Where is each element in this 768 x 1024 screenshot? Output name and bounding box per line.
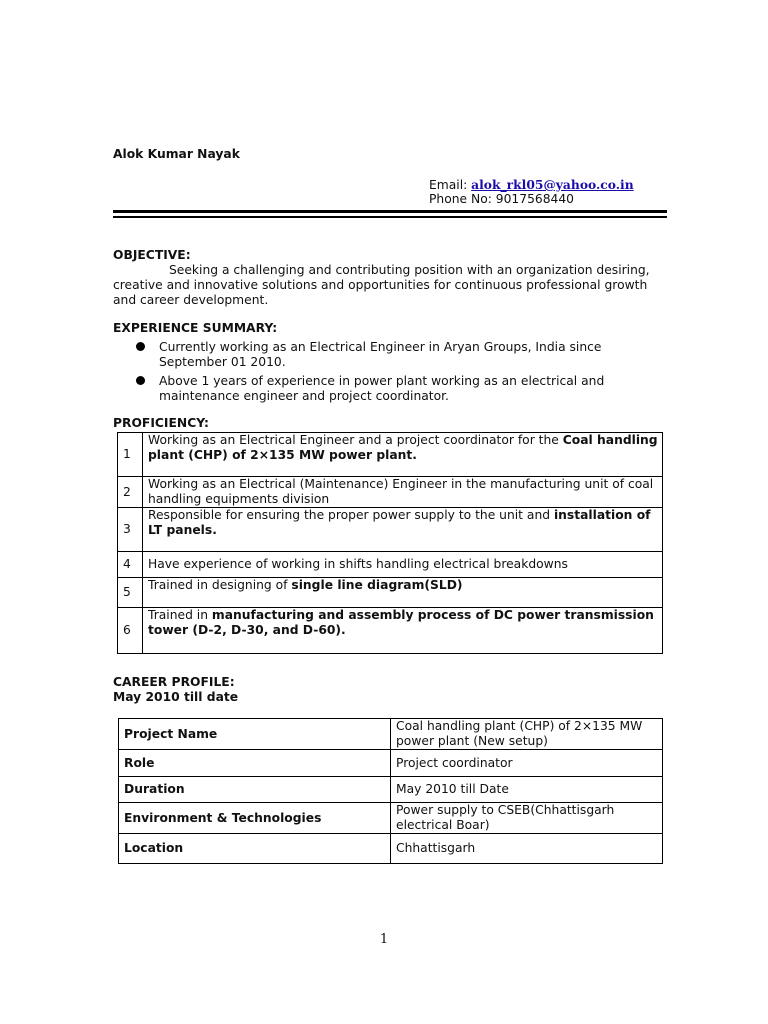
table-row bbox=[118, 608, 663, 654]
row-text bbox=[143, 578, 663, 608]
table-row bbox=[119, 719, 663, 750]
list-item bbox=[113, 374, 653, 404]
row-bold: installation of LT panels. bbox=[148, 508, 651, 537]
career-key: Duration bbox=[119, 777, 391, 803]
header-rule-thin bbox=[113, 216, 667, 218]
page-number: 1 bbox=[379, 932, 389, 947]
career-heading: CAREER PROFILE: bbox=[113, 675, 235, 689]
table-row bbox=[118, 477, 663, 508]
experience-heading: EXPERIENCE SUMMARY: bbox=[113, 321, 278, 335]
experience-list bbox=[113, 340, 653, 408]
row-text bbox=[143, 552, 663, 578]
row-number: 1 bbox=[118, 433, 143, 477]
career-key: Environment & Technologies bbox=[119, 803, 391, 834]
career-value: Power supply to CSEB(Chhattisgarh electrical Boar) bbox=[391, 803, 663, 834]
experience-bullet-text: Currently working as an Electrical Engineer in Aryan Groups, India since September 01 2010. bbox=[159, 340, 602, 369]
objective-heading: OBJECTIVE: bbox=[113, 248, 191, 262]
table-row bbox=[119, 803, 663, 834]
career-key: Location bbox=[119, 834, 391, 864]
objective-text bbox=[113, 263, 668, 308]
career-value: May 2010 till Date bbox=[391, 777, 663, 803]
row-text bbox=[143, 608, 663, 654]
email-line bbox=[429, 177, 634, 193]
row-plain: Trained in bbox=[148, 608, 212, 622]
row-bold: Coal handling plant (CHP) of 2×135 MW power plant. bbox=[148, 433, 658, 462]
objective-body: Seeking a challenging and contributing position with an organization desiring, creative and innovative solutions and opportunities for continuous professional growth and career development. bbox=[113, 263, 650, 307]
table-row bbox=[118, 578, 663, 608]
row-bold: single line diagram(SLD) bbox=[291, 578, 463, 592]
row-text bbox=[143, 508, 663, 552]
phone-line: Phone No: 9017568440 bbox=[429, 192, 575, 206]
row-number: 2 bbox=[118, 477, 143, 508]
row-plain: Trained in designing of bbox=[148, 578, 292, 592]
experience-bullet-text: Above 1 years of experience in power plant working as an electrical and maintenance engineer and project coordinator. bbox=[159, 374, 605, 403]
career-value: Coal handling plant (CHP) of 2×135 MW power plant (New setup) bbox=[391, 719, 663, 750]
proficiency-table bbox=[117, 432, 663, 654]
row-number: 4 bbox=[118, 552, 143, 578]
row-number: 6 bbox=[118, 608, 143, 654]
career-table bbox=[118, 718, 663, 864]
candidate-name: Alok Kumar Nayak bbox=[113, 147, 240, 161]
career-period: May 2010 till date bbox=[113, 690, 239, 704]
table-row bbox=[119, 750, 663, 777]
row-text bbox=[143, 477, 663, 508]
career-key: Project Name bbox=[119, 719, 391, 750]
bullet-icon bbox=[136, 376, 145, 385]
career-value: Chhattisgarh bbox=[391, 834, 663, 864]
table-row bbox=[119, 834, 663, 864]
email-link[interactable]: alok_rkl05@yahoo.co.in bbox=[471, 177, 634, 192]
row-plain: Working as an Electrical Engineer and a project coordinator for the bbox=[148, 433, 563, 447]
career-value: Project coordinator bbox=[391, 750, 663, 777]
row-number: 3 bbox=[118, 508, 143, 552]
row-text bbox=[143, 433, 663, 477]
bullet-icon bbox=[136, 342, 145, 351]
table-row bbox=[119, 777, 663, 803]
row-plain: Responsible for ensuring the proper power supply to the unit and bbox=[148, 508, 554, 522]
row-plain: Working as an Electrical (Maintenance) Engineer in the manufacturing unit of coal handling equipments division bbox=[148, 477, 654, 506]
row-bold: manufacturing and assembly process of DC power transmission tower (D-2, D-30, and D-60). bbox=[148, 608, 654, 637]
row-number: 5 bbox=[118, 578, 143, 608]
career-key: Role bbox=[119, 750, 391, 777]
email-label: Email: bbox=[429, 178, 472, 192]
proficiency-heading: PROFICIENCY: bbox=[113, 416, 209, 430]
header-rule-thick bbox=[113, 210, 667, 213]
table-row bbox=[118, 508, 663, 552]
table-row bbox=[118, 433, 663, 477]
list-item bbox=[113, 340, 653, 370]
row-plain: Have experience of working in shifts handling electrical breakdowns bbox=[148, 557, 568, 571]
table-row bbox=[118, 552, 663, 578]
